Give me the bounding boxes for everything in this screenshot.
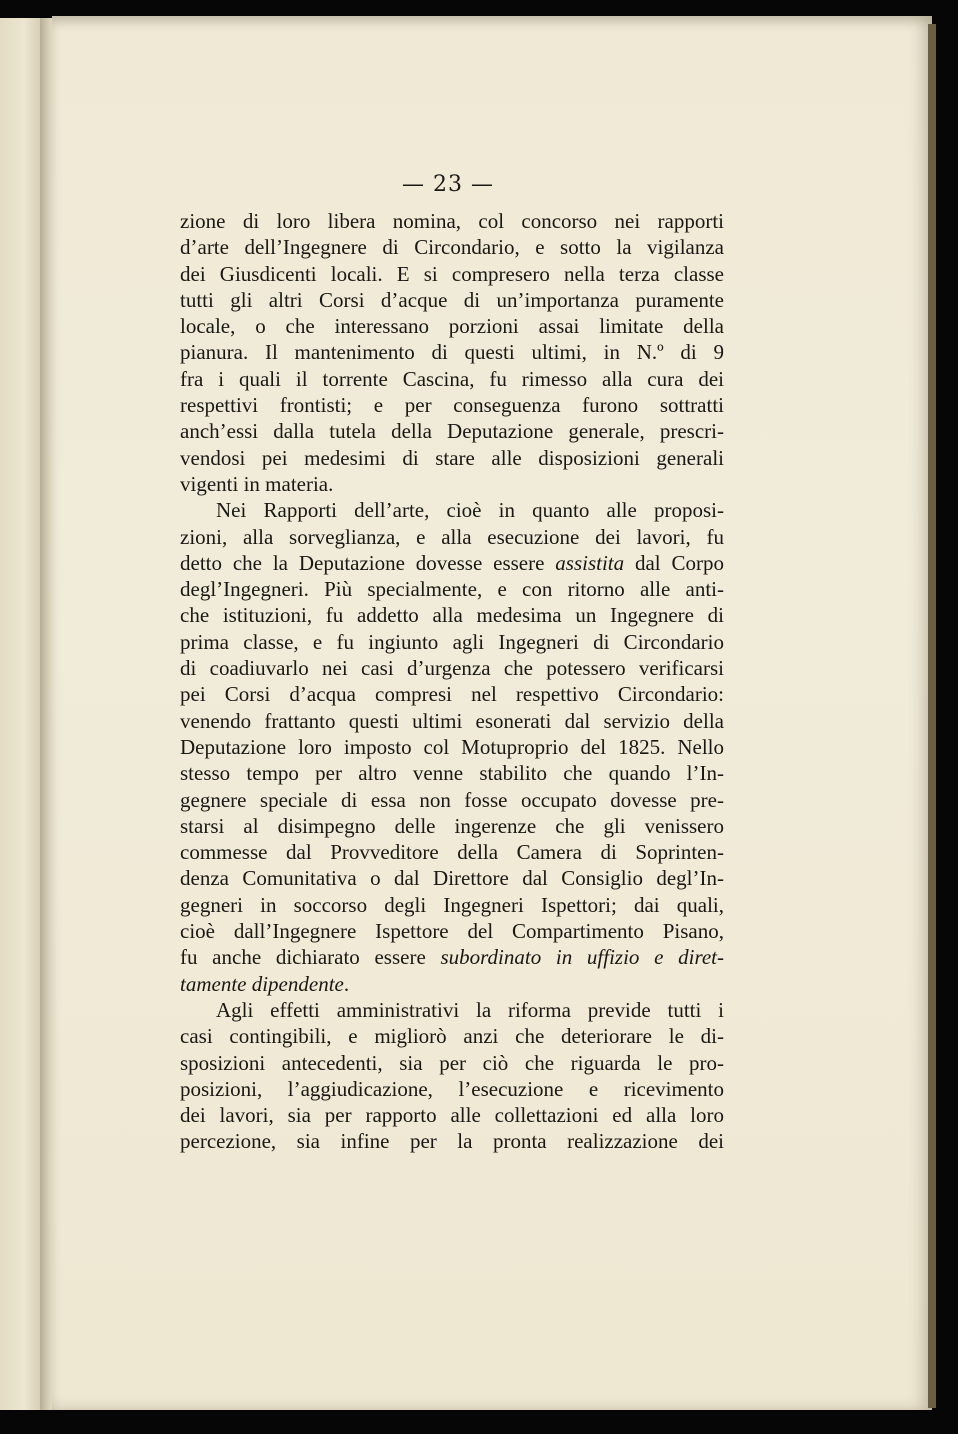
text-line: pei Corsi d’acqua compresi nel respettivo Circondario: <box>180 682 724 707</box>
italic-segment: assistita <box>555 550 625 575</box>
text-line: commesse dal Provveditore della Camera di Soprinten- <box>180 840 724 865</box>
text-line: gegneri in soccorso degli Ingegneri Ispettori; dai quali, <box>180 892 724 917</box>
text-line: che istituzioni, fu addetto alla medesima un Ingegnere di <box>180 603 724 628</box>
text-line: zioni, alla sorveglianza, e alla esecuzione dei lavori, fu <box>180 524 724 549</box>
text-line: d’arte dell’Ingegnere di Circondario, e sotto la vigilanza <box>180 235 724 260</box>
left-page-edge <box>0 18 42 1410</box>
text-line: percezione, sia infine per la pronta realizzazione dei <box>180 1129 724 1154</box>
text-line: venendo frattanto questi ultimi esonerati dal servizio della <box>180 708 724 733</box>
text-line: fra i quali il torrente Cascina, fu rimesso alla cura dei <box>180 366 724 391</box>
italic-segment: tamente dipendente <box>180 971 344 996</box>
text-line: anch’essi dalla tutela della Deputazione generale, prescri- <box>180 419 724 444</box>
text-line: denza Comunitativa o dal Direttore dal Consiglio degl’In- <box>180 866 724 891</box>
page-edge-shadow <box>928 24 936 1408</box>
text-line: starsi al disimpegno delle ingerenze che gli venissero <box>180 813 724 838</box>
text-line: vendosi pei medesimi di stare alle disposizioni generali <box>180 445 724 470</box>
text-segment: dal Corpo <box>624 550 724 575</box>
text-line: dei Giusdicenti locali. E si compresero nella terza classe <box>180 261 724 286</box>
text-line: respettivi frontisti; e per conseguenza furono sottratti <box>180 393 724 418</box>
body-text <box>180 208 724 1155</box>
text-line: gegnere speciale di essa non fosse occupato dovesse pre- <box>180 787 724 812</box>
text-line: vigenti in materia. <box>180 471 334 496</box>
text-line: tutti gli altri Corsi d’acque di un’importanza puramente <box>180 287 724 312</box>
text-line <box>180 550 724 576</box>
text-line: dei lavori, sia per rapporto alle collettazioni ed alla loro <box>180 1103 724 1128</box>
text-line: degl’Ingegneri. Più specialmente, e con ritorno alle anti- <box>180 577 724 602</box>
text-line: Deputazione loro imposto col Motuproprio del 1825. Nello <box>180 734 724 759</box>
text-line: posizioni, l’aggiudicazione, l’esecuzione e ricevimento <box>180 1076 724 1101</box>
text-segment: . <box>343 971 350 996</box>
text-line: sposizioni antecedenti, sia per ciò che riguarda le pro- <box>180 1050 724 1075</box>
text-line: casi contingibili, e migliorò anzi che deteriorare le di- <box>180 1024 724 1049</box>
text-segment: fu anche dichiarato essere <box>180 945 441 970</box>
italic-segment: subordinato in uffizio e diret- <box>440 945 724 970</box>
paragraph-first-line: Agli effetti amministrativi la riforma previde tutti i <box>216 997 724 1022</box>
text-line: stesso tempo per altro venne stabilito che quando l’In- <box>180 761 724 786</box>
text-line <box>180 944 724 970</box>
text-line: locale, o che interessano porzioni assai limitate della <box>180 314 724 339</box>
paragraph-first-line: Nei Rapporti dell’arte, cioè in quanto alle proposi- <box>216 498 724 523</box>
text-line: prima classe, e fu ingiunto agli Ingegneri di Circondario <box>180 629 724 654</box>
text-segment: detto che la Deputazione dovesse essere <box>180 550 556 575</box>
text-line: di coadiuvarlo nei casi d’urgenza che potessero verificarsi <box>180 656 724 681</box>
text-line: cioè dall’Ingegnere Ispettore del Compartimento Pisano, <box>180 919 724 944</box>
text-line: pianura. Il mantenimento di questi ultimi, in N.º di 9 <box>180 340 724 365</box>
text-line: zione di loro libera nomina, col concorso nei rapporti <box>180 209 724 233</box>
page-number: — 23 — <box>402 172 494 197</box>
text-line <box>180 971 724 997</box>
